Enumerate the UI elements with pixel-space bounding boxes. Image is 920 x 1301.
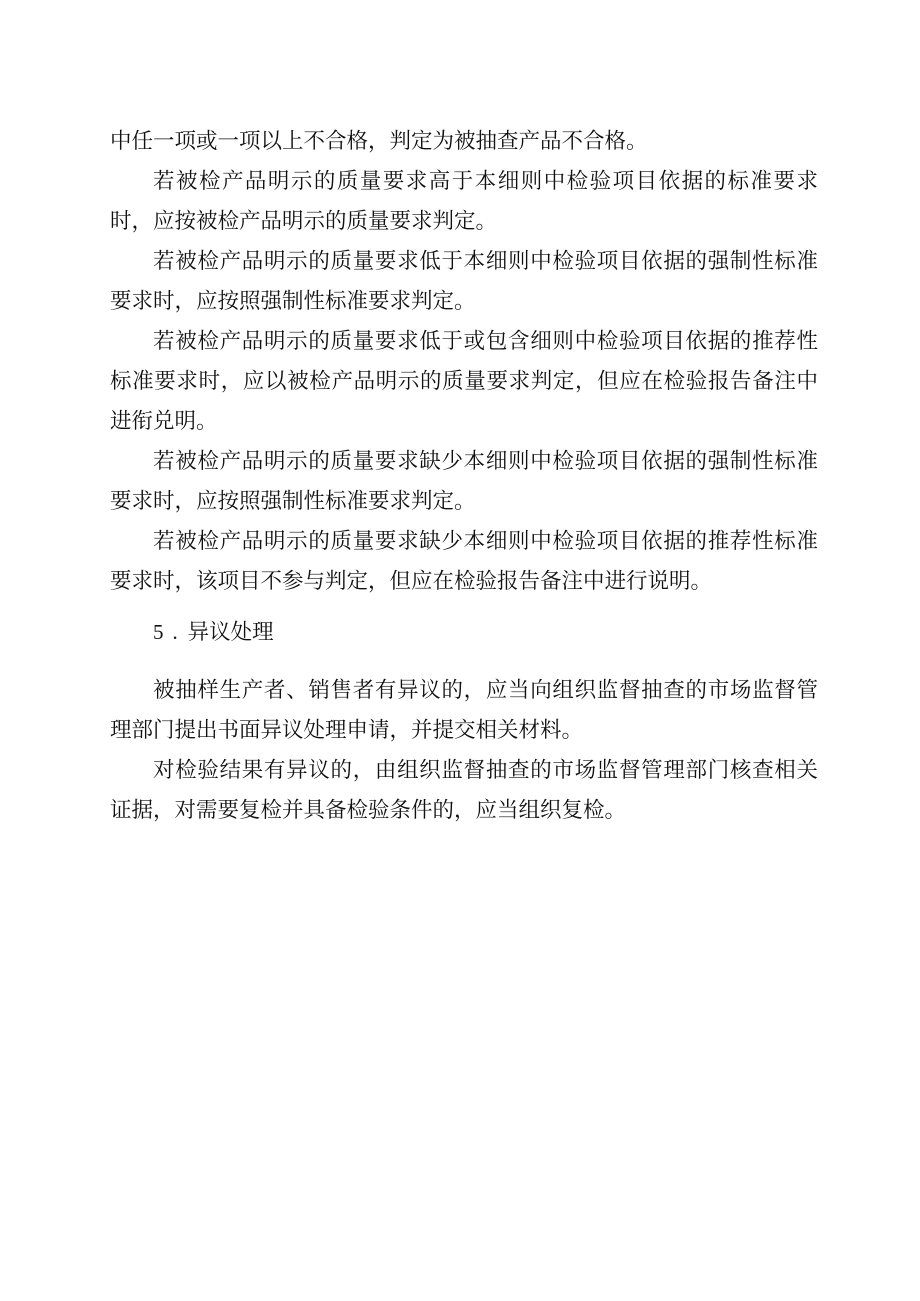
document-body (110, 122, 818, 831)
paragraph-missing-recommended: 若被检产品明示的质量要求缺少本细则中检验项目依据的推荐性标准要求时，该项目不参与判定，但应在检验报告备注中进行说明。 (110, 529, 818, 594)
paragraph-lower-recommended: 若被检产品明示的质量要求低于或包含细则中检验项目依据的推荐性标准要求时，应以被检产品明示的质量要求判定，但应在检验报告备注中进衔兑明。 (110, 329, 818, 434)
section-heading (110, 612, 818, 653)
paragraph-higher-requirement: 若被检产品明示的质量要求高于本细则中检验项目依据的标准要求时，应按被检产品明示的质量要求判定。 (110, 169, 818, 234)
paragraph-continuation: 中任一项或一项以上不合格，判定为被抽查产品不合格。 (110, 129, 648, 154)
paragraph-missing-mandatory: 若被检产品明示的质量要求缺少本细则中检验项目依据的强制性标准要求时，应按照强制性标准要求判定。 (110, 449, 818, 514)
paragraph-lower-mandatory: 若被检产品明示的质量要求低于本细则中检验项目依据的强制性标准要求时，应按照强制性标准要求判定。 (110, 249, 818, 314)
paragraph-objection-result: 对检验结果有异议的，由组织监督抽查的市场监督管理部门核查相关证据，对需要复检并具备检验条件的，应当组织复检。 (110, 758, 818, 823)
section-number: 5 (153, 620, 164, 644)
section-title: 异议处理 (187, 620, 274, 645)
paragraph-objection-application: 被抽样生产者、销售者有异议的，应当向组织监督抽查的市场监督管理部门提出书面异议处理申请，并提交相关材料。 (110, 678, 818, 743)
section-separator: . (172, 620, 178, 644)
